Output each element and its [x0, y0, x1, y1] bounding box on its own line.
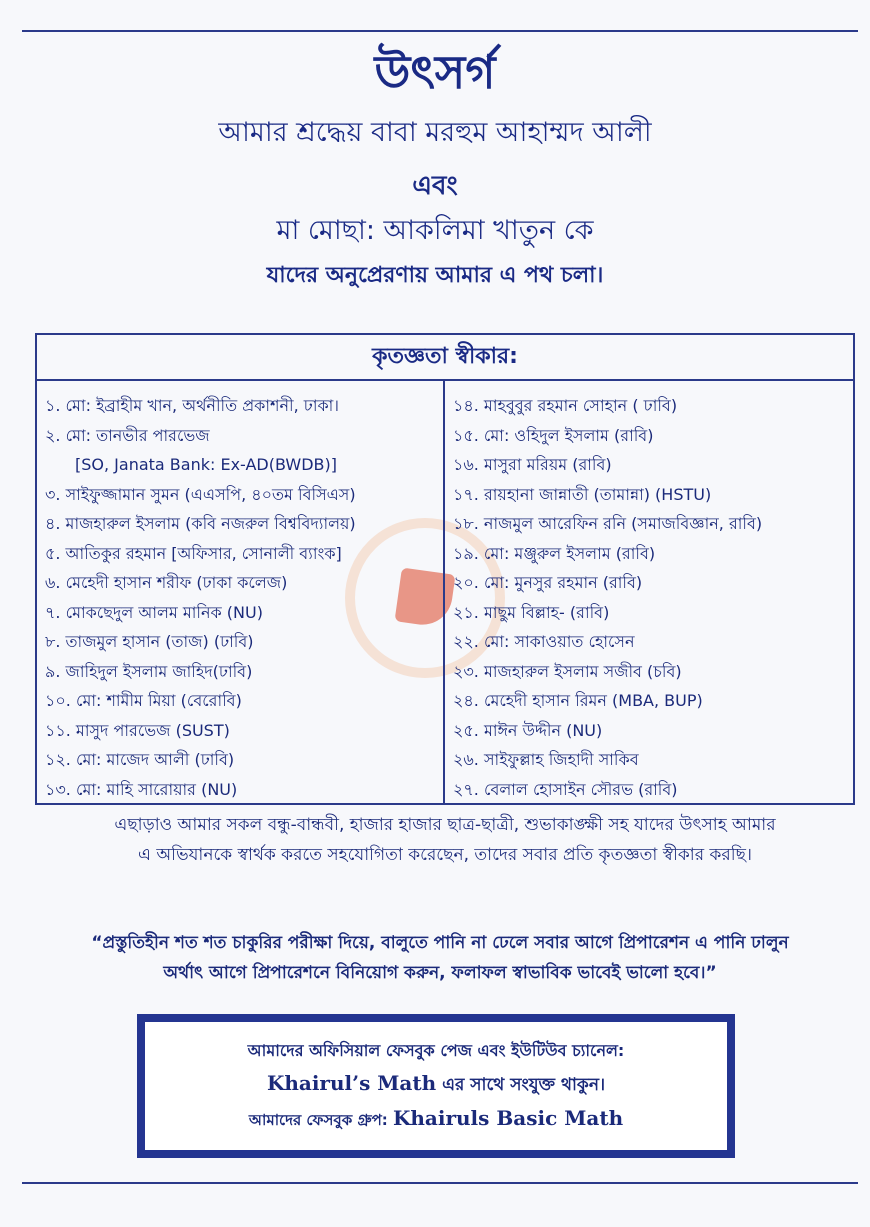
list-item: ২৪. মেহেদী হাসান রিমন (MBA, BUP)	[453, 691, 703, 710]
list-item: ২২. মো: সাকাওয়াত হোসেন	[453, 632, 635, 651]
list-item: ৫. আতিকুর রহমান [অফিসার, সোনালী ব্যাংক]	[45, 543, 342, 563]
acknowledgement-left-column	[37, 381, 445, 805]
dedication-and: এবং	[412, 171, 458, 201]
thanks-paragraph	[35, 810, 855, 870]
promo-page-line	[267, 1071, 605, 1100]
quote-line: অর্থাৎ আগে প্রিপারেশনে বিনিয়োগ করুন, ফলাফল স্বাভাবিক ভাবেই ভালো হবে।”	[163, 963, 717, 983]
promo-heading: আমাদের অফিসিয়াল ফেসবুক পেজ এবং ইউটিউব চ্যানেল:	[247, 1041, 625, 1060]
list-item: ১. মো: ইব্রাহীম খান, অর্থনীতি প্রকাশনী, ঢাকা।	[45, 396, 340, 415]
bottom-rule	[22, 1182, 858, 1184]
list-item: ৮. তাজমুল হাসান (তাজ) (ঢাবি)	[45, 632, 254, 651]
list-item: ২৫. মাঈন উদ্দীন (NU)	[453, 720, 603, 740]
list-item: ১৭. রায়হানা জান্নাতী (তামান্না) (HSTU)	[453, 484, 712, 504]
thanks-line: এছাড়াও আমার সকল বন্ধু-বান্ধবী, হাজার হাজার ছাত্র-ছাত্রী, শুভাকাঙ্ক্ষী সহ যাদের উৎসাহ আমার	[114, 815, 776, 835]
quote-line: “প্রস্তুতিহীন শত শত চাকুরির পরীক্ষা দিয়ে, বালুতে পানি না ঢেলে সবার আগে প্রিপারেশন এ পানি ঢালুন	[91, 933, 789, 953]
thanks-line: এ অভিযানকে স্বার্থক করতে সহযোগিতা করেছেন, তাদের সবার প্রতি কৃতজ্ঞতা স্বীকার করছি।	[138, 845, 752, 865]
list-item: ১০. মো: শামীম মিয়া (বেরোবি)	[45, 691, 242, 710]
acknowledgement-title: কৃতজ্ঞতা স্বীকার:	[37, 335, 853, 381]
list-item: ২০. মো: মুনসুর রহমান (রাবি)	[453, 573, 643, 592]
dedication-father: আমার শ্রদ্ধেয় বাবা মরহুম আহাম্মদ আলী	[218, 117, 652, 148]
top-rule	[22, 30, 858, 32]
list-item: ৩. সাইফুজ্জামান সুমন (এএসপি, ৪০তম বিসিএস)	[45, 484, 356, 504]
list-item: ১৪. মাহবুবুর রহমান সোহান ( ঢাবি)	[453, 396, 678, 415]
list-item: ১৯. মো: মঞ্জুরুল ইসলাম (রাবি)	[453, 543, 656, 563]
group-name: Khairuls Basic Math	[393, 1106, 624, 1130]
list-item: ৯. জাহিদুল ইসলাম জাহিদ(ঢাবি)	[45, 661, 253, 681]
promo-connect-text: এর সাথে সংযুক্ত থাকুন।	[436, 1075, 606, 1095]
acknowledgement-right-column	[445, 381, 853, 805]
list-item: ২৬. সাইফুল্লাহ জিহাদী সাকিব	[453, 750, 639, 769]
social-promo-box	[137, 1014, 735, 1158]
brand-name: Khairul’s Math	[266, 1071, 437, 1095]
motivational-quote	[20, 928, 860, 988]
list-item: ২. মো: তানভীর পারভেজ	[45, 425, 210, 445]
list-item: ১৬. মাসুরা মরিয়ম (রাবি)	[453, 455, 612, 474]
list-item: ২৭. বেলাল হোসাইন সৌরভ (রাবি)	[453, 779, 678, 799]
list-item: ৭. মোকছেদুল আলম মানিক (NU)	[45, 602, 263, 622]
list-item: ২১. মাছুম বিল্লাহ- (রাবি)	[453, 602, 610, 622]
list-item: ৪. মাজহারুল ইসলাম (কবি নজরুল বিশ্ববিদ্যালয়)	[45, 514, 356, 533]
promo-group-line	[249, 1106, 623, 1134]
list-item: ৬. মেহেদী হাসান শরীফ (ঢাকা কলেজ)	[45, 573, 288, 592]
dedication-inspiration: যাদের অনুপ্রেরণায় আমার এ পথ চলা।	[266, 263, 604, 288]
list-item: ১২. মো: মাজেদ আলী (ঢাবি)	[45, 750, 235, 769]
list-item: ১৩. মো: মাহি সারোয়ার (NU)	[45, 779, 238, 799]
list-item: [SO, Janata Bank: Ex-AD(BWDB)]	[75, 455, 337, 474]
list-item: ২৩. মাজহারুল ইসলাম সজীব (চবি)	[453, 661, 682, 681]
list-item: ১১. মাসুদ পারভেজ (SUST)	[45, 720, 230, 740]
list-item: ১৮. নাজমুল আরেফিন রনি (সমাজবিজ্ঞান, রাবি)	[453, 514, 763, 533]
promo-group-label: আমাদের ফেসবুক গ্রুপ:	[248, 1111, 393, 1129]
dedication-mother: মা মোছা: আকলিমা খাতুন কে	[276, 215, 594, 246]
dedication-title: উৎসর্গ	[374, 45, 496, 99]
acknowledgement-box	[35, 333, 855, 805]
list-item: ১৫. মো: ওহিদুল ইসলাম (রাবি)	[453, 425, 654, 445]
